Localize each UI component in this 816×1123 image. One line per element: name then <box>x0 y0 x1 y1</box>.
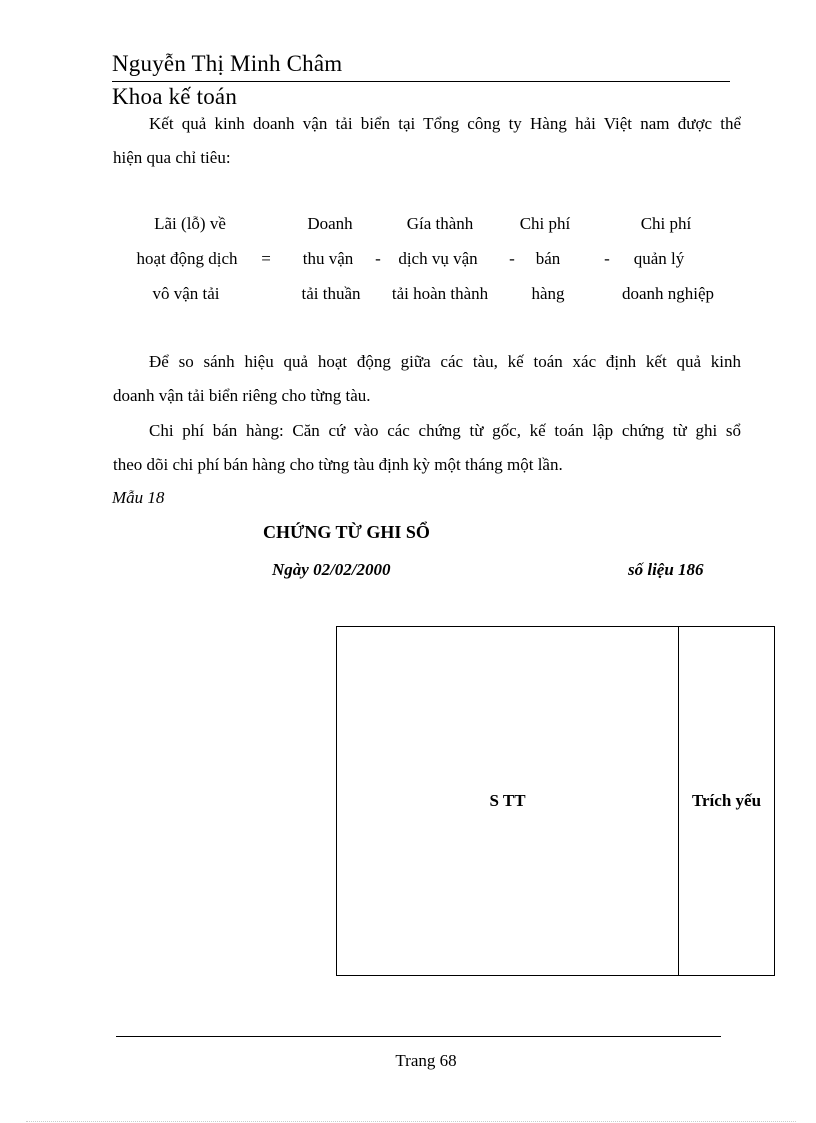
form-label: Mẫu 18 <box>112 488 165 507</box>
formula-minus-3: - <box>604 249 610 268</box>
formula-term-1-line-2: thu vận <box>302 249 354 268</box>
formula-term-3-line-3: hàng <box>531 284 565 303</box>
formula-lhs-line-1: Lãi (lỗ) về <box>154 214 226 233</box>
column-stt-header: S TT <box>489 791 526 810</box>
formula-term-1-line-3: tải thuần <box>301 284 361 303</box>
formula-term-1-line-1: Doanh <box>307 214 353 233</box>
intro-line-2: hiện qua chỉ tiêu: <box>113 148 231 167</box>
selling-cost-line-2: theo dõi chi phí bán hàng cho từng tàu định kỳ một tháng một lần. <box>113 455 563 474</box>
comparison-paragraph <box>113 345 741 413</box>
column-summary <box>678 626 775 976</box>
formula-term-2-line-1: Gía thành <box>406 214 474 233</box>
form-title: CHỨNG TỪ GHI SỔ <box>263 522 430 542</box>
page-number: Trang 68 <box>395 1051 457 1070</box>
department-name: Khoa kế toán <box>112 84 238 109</box>
author-name: Nguyễn Thị Minh Châm <box>112 51 343 76</box>
formula-term-4-line-2: quản lý <box>633 249 685 268</box>
formula-term-4-line-1: Chi phí <box>640 214 692 233</box>
form-number: số liệu 186 <box>628 560 704 579</box>
intro-paragraph <box>113 107 741 175</box>
formula-term-2-line-2: dịch vụ vận <box>398 249 478 268</box>
formula-term-3-line-2: bán <box>535 249 561 268</box>
formula-term-4-line-3: doanh nghiệp <box>621 284 715 303</box>
footer-rule <box>116 1036 721 1037</box>
selling-cost-paragraph <box>113 414 741 482</box>
formula-minus-1: - <box>375 249 381 268</box>
column-stt <box>336 626 679 976</box>
intro-line-1: Kết quả kinh doanh vận tải biển tại Tổng công ty Hàng hải Việt nam được thể <box>149 114 741 133</box>
formula-lhs-line-2: hoạt động dịch <box>136 249 238 268</box>
column-summary-header: Trích yếu <box>691 791 762 810</box>
page-bottom-border <box>26 1121 796 1122</box>
formula-term-2-line-3: tải hoàn thành <box>391 284 489 303</box>
comparison-line-1: Để so sánh hiệu quả hoạt động giữa các tàu, kế toán xác định kết quả kinh <box>149 352 741 371</box>
formula-equals: = <box>261 249 271 268</box>
selling-cost-line-1: Chi phí bán hàng: Căn cứ vào các chứng từ gốc, kế toán lập chứng từ ghi sổ <box>149 421 741 440</box>
header-rule <box>112 81 730 82</box>
formula-term-3-line-1: Chi phí <box>519 214 571 233</box>
formula-lhs-line-3: vô vận tải <box>152 284 220 303</box>
form-date: Ngày 02/02/2000 <box>272 560 391 579</box>
comparison-line-2: doanh vận tải biển riêng cho từng tàu. <box>113 386 371 405</box>
formula-minus-2: - <box>509 249 515 268</box>
